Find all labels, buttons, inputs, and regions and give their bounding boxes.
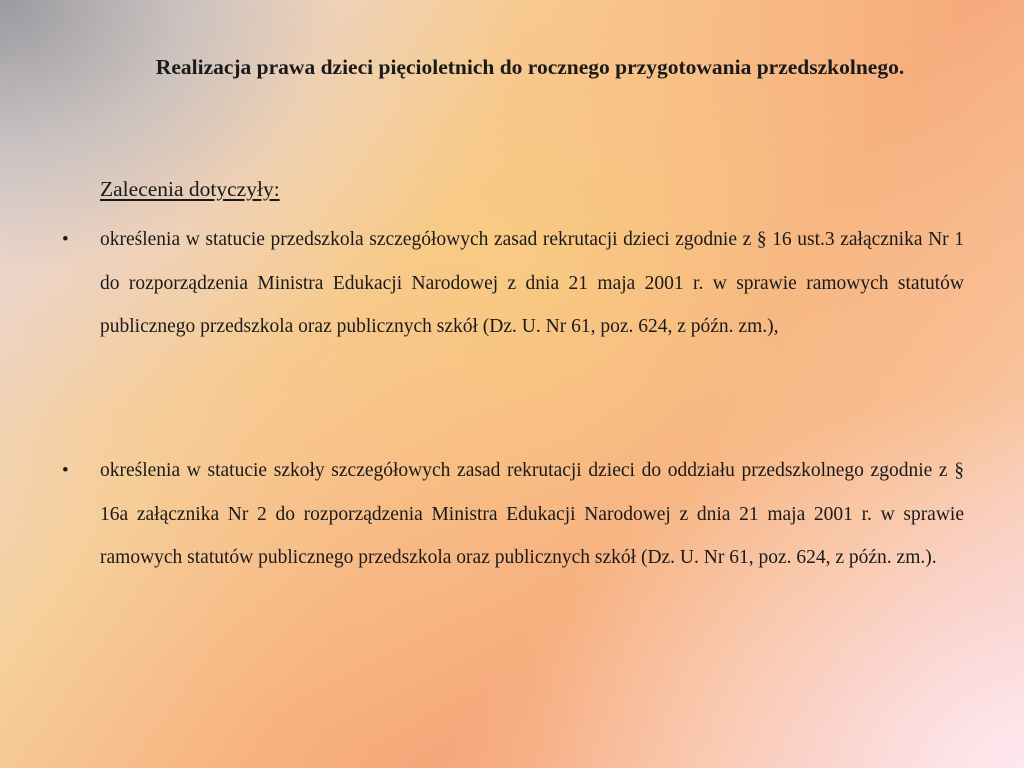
list-item bbox=[62, 218, 964, 349]
bullet-icon: • bbox=[62, 460, 69, 481]
slide-title: Realizacja prawa dzieci pięcioletnich do rocznego przygotowania przedszkolnego. bbox=[155, 55, 905, 79]
recommendations-heading: Zalecenia dotyczyły: bbox=[100, 177, 280, 201]
list-item-text: określenia w statucie przedszkola szczegółowych zasad rekrutacji dzieci zgodnie z § 16 ust.3 załącznika Nr 1 do rozporządzenia Ministra Edukacji Narodowej z dnia 21 maja 2001 r. w sprawie ramowych statutów publicznego przedszkola oraz publicznych szkół (Dz. U. Nr 61, poz. 624, z późn. zm.), bbox=[100, 229, 964, 337]
list-item bbox=[62, 449, 964, 580]
list-item-text: określenia w statucie szkoły szczegółowych zasad rekrutacji dzieci do oddziału przedszkolnego zgodnie z § 16a załącznika Nr 2 do rozporządzenia Ministra Edukacji Narodowej z dnia 21 maja 2001 r. w sprawie ramowych statutów publicznego przedszkola oraz publicznych szkół (Dz. U. Nr 61, poz. 624, z późn. zm.). bbox=[100, 460, 964, 568]
bullet-icon: • bbox=[62, 229, 69, 250]
